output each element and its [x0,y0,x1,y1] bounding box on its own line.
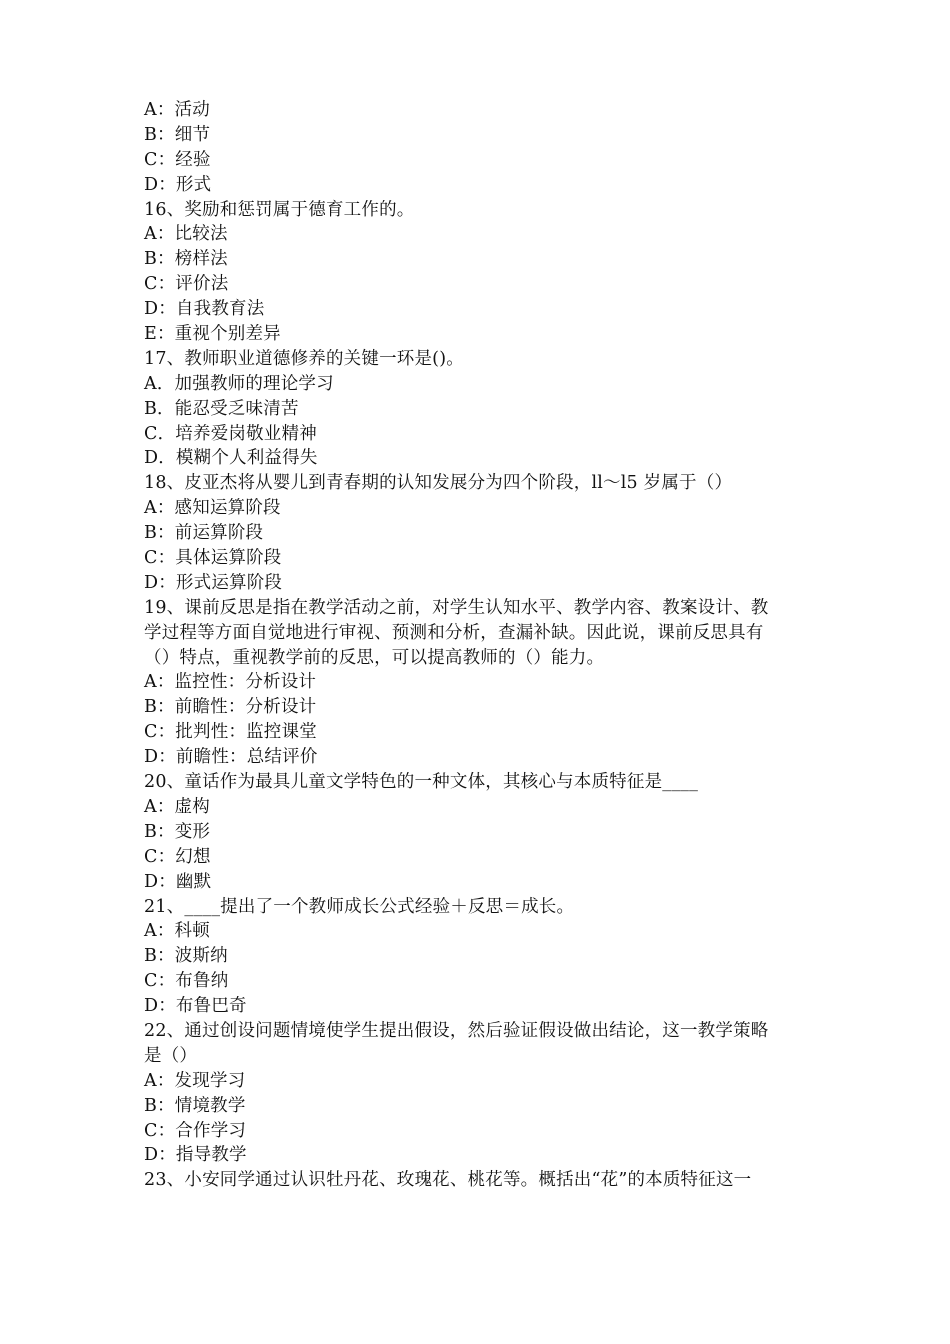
q17-option-d: D．模糊个人利益得失 [144,448,318,469]
option-a-activity: A：活动 [144,100,210,120]
option-c-experience: C：经验 [144,149,211,170]
q18-option-a: A：感知运算阶段 [144,498,281,519]
document-page [144,98,824,1193]
question-23-line-1: 23、小安同学通过认识牡丹花、玫瑰花、桃花等。概括出“花”的本质特征这一 [144,1170,752,1191]
q16-option-b: B：榜样法 [144,249,228,270]
q16-option-c: C：评价法 [144,274,229,295]
q21-option-a: A：科顿 [144,921,210,942]
q17-option-a: A．加强教师的理论学习 [144,373,334,394]
q21-option-c: C：布鲁纳 [144,971,229,992]
option-d-form: D：形式 [144,174,212,195]
question-16: 16、奖励和惩罚属于德育工作的。 [144,199,415,220]
question-22-line-1: 22、通过创设问题情境使学生提出假设，然后验证假设做出结论，这一教学策略 [144,1020,769,1041]
q18-option-d: D：形式运算阶段 [144,572,283,593]
question-19-line-3: （）特点，重视教学前的反思，可以提高教师的（）能力。 [144,647,605,668]
q19-option-a: A：监控性：分析设计 [144,672,317,693]
q17-option-c: C．培养爱岗敬业精神 [144,423,317,444]
option-b-detail: B：细节 [144,124,211,145]
q22-option-b: B：情境教学 [144,1095,246,1116]
question-17: 17、教师职业道德修养的关键一环是()。 [144,348,464,369]
question-21: 21、____提出了一个教师成长公式经验＋反思＝成长。 [144,896,575,917]
q20-option-b: B：变形 [144,821,211,842]
question-20: 20、童话作为最具儿童文学特色的一种文体，其核心与本质特征是____ [144,772,699,793]
q16-option-a: A：比较法 [144,224,228,245]
q17-option-b: B．能忍受乏味清苦 [144,398,299,419]
q22-option-a: A：发现学习 [144,1070,246,1091]
q20-option-d: D：幽默 [144,871,212,892]
q16-option-d: D：自我教育法 [144,299,265,320]
q21-option-b: B：波斯纳 [144,946,228,967]
q21-option-d: D：布鲁巴奇 [144,996,247,1017]
q19-option-c: C：批判性：监控课堂 [144,722,317,743]
q20-option-a: A：虚构 [144,796,210,817]
question-18: 18、皮亚杰将从婴儿到青春期的认知发展分为四个阶段，ll～l5 岁属于（） [144,473,733,494]
q20-option-c: C：幻想 [144,846,211,867]
question-19-line-2: 学过程等方面自觉地进行审视、预测和分析，查漏补缺。因此说，课前反思具有 [144,622,764,643]
q22-option-d: D：指导教学 [144,1145,247,1166]
q16-option-e: E：重视个别差异 [144,324,281,345]
question-22-line-2: 是（） [144,1045,198,1066]
q19-option-d: D：前瞻性：总结评价 [144,747,318,768]
q18-option-c: C：具体运算阶段 [144,548,282,569]
q22-option-c: C：合作学习 [144,1120,247,1141]
q18-option-b: B：前运算阶段 [144,523,264,544]
q19-option-b: B：前瞻性：分析设计 [144,697,317,718]
question-19-line-1: 19、课前反思是指在教学活动之前，对学生认知水平、教学内容、教案设计、教 [144,597,769,618]
